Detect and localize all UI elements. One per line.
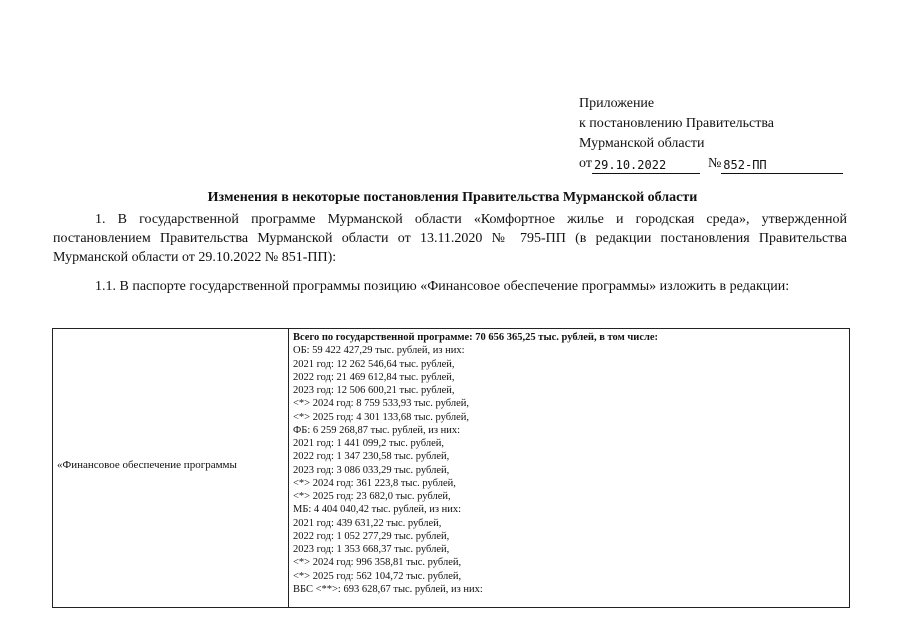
table-line: Всего по государственной программе: 70 656 365,25 тыс. рублей, в том числе: [293, 332, 659, 343]
table-line: 2022 год: 21 469 612,84 тыс. рублей, [293, 371, 455, 383]
paragraph-1-text: 1. В государственной программе Мурманской области «Комфортное жилье и городская среда», утвержденной постановлением Правительства Мурманской области от 13.11.2020 № 795-ПП (в редакции постановления Правительства Мурманской области от 29.10.2022 № 851-ПП): [53, 212, 847, 265]
table-line: <*> 2024 год: 996 358,81 тыс. рублей, [293, 557, 462, 569]
paragraph-2-text: 1.1. В паспорте государственной программы позицию «Финансовое обеспечение программы» изложить в редакции: [95, 279, 790, 294]
table-line: <*> 2025 год: 4 301 133,68 тыс. рублей, [293, 411, 469, 423]
document-title: Изменения в некоторые постановления Правительства Мурманской области [207, 190, 698, 205]
appendix-date-line [579, 154, 843, 174]
table-line: 2023 год: 12 506 600,21 тыс. рублей, [293, 385, 455, 396]
paragraph-2 [53, 277, 847, 296]
appendix-line-1: Приложение [579, 96, 655, 111]
date-value: 29.10.2022 [592, 157, 700, 174]
table-line: 2022 год: 1 052 277,29 тыс. рублей, [293, 530, 450, 542]
table-line: ОБ: 59 422 427,29 тыс. рублей, из них: [293, 345, 465, 357]
table-right-cell [293, 331, 848, 596]
date-prefix: от [579, 156, 592, 171]
paragraph-1 [53, 210, 847, 267]
table-line: 2021 год: 12 262 546,64 тыс. рублей, [293, 358, 455, 370]
table-line: 2023 год: 3 086 033,29 тыс. рублей, [293, 464, 450, 476]
finance-table [52, 328, 850, 608]
appendix-line-2: к постановлению Правительства [579, 116, 775, 131]
table-column-divider [288, 329, 289, 607]
table-line: <*> 2024 год: 8 759 533,93 тыс. рублей, [293, 398, 469, 410]
table-left-cell: «Финансовое обеспечение программы [57, 459, 237, 471]
appendix-line-3: Мурманской области [579, 136, 705, 151]
table-line: 2021 год: 439 631,22 тыс. рублей, [293, 517, 442, 529]
number-prefix: № [707, 156, 722, 171]
table-line: 2022 год: 1 347 230,58 тыс. рублей, [293, 451, 450, 463]
number-value: 852-ПП [721, 157, 843, 174]
table-line: ВБС <**>: 693 628,67 тыс. рублей, из них: [293, 583, 483, 595]
table-line: МБ: 4 404 040,42 тыс. рублей, из них: [293, 504, 462, 516]
table-line: ФБ: 6 259 268,87 тыс. рублей, из них: [293, 424, 461, 436]
table-line: <*> 2025 год: 23 682,0 тыс. рублей, [293, 491, 451, 502]
table-line: 2023 год: 1 353 668,37 тыс. рублей, [293, 544, 450, 555]
table-line: <*> 2025 год: 562 104,72 тыс. рублей, [293, 570, 462, 582]
appendix-block [579, 94, 843, 174]
table-line: <*> 2024 год: 361 223,8 тыс. рублей, [293, 477, 456, 489]
table-line: 2021 год: 1 441 099,2 тыс. рублей, [293, 438, 445, 449]
